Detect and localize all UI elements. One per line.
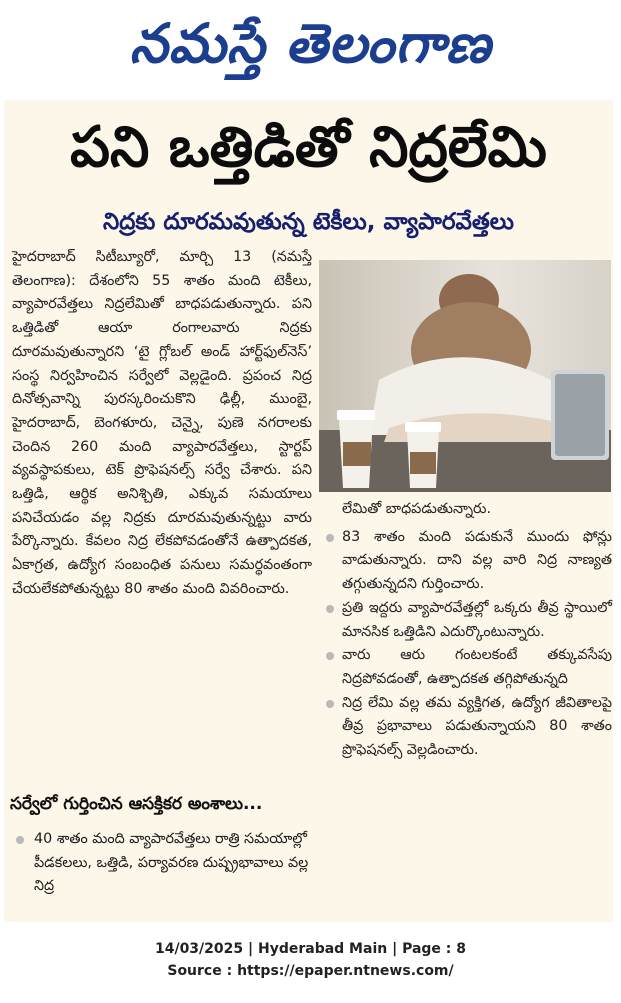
bullet-text: 40 శాతం మంది వ్యాపారవేత్తలు రాత్రి సమయాల్లో పీడకలలు, ఒత్తిడి, పర్యావరణ దుష్ప్రభావాలు వల్ల నిద్ర: [34, 831, 309, 895]
bullet-icon: [16, 836, 24, 844]
article-body-right: [322, 498, 612, 763]
footer-source: Source : https://epaper.ntnews.com/: [167, 963, 454, 979]
article-paragraph: హైదరాబాద్ సిటీబ్యూరో, మార్చి 13 (నమస్తే తెలంగాణ): దేశంలోని 55 శాతం మంది టెకీలు, వ్యాపారవేత్తలు నిద్రలేమితో బాధపడుతున్నారు. పని ఒత్తిడితో ఆయా రంగాలవారు నిద్రకు దూరమవుతున్నారని ‘టై గ్లోబల్ అండ్ హార్ట్‌ఫుల్‌నెస్’ సంస్థ నిర్వహించిన సర్వేలో వెల్లడైంది. ప్రపంచ నిద్ర దినోత్సవాన్ని పురస్కరించుకొని ఢిల్లీ, ముంబై, హైదరాబాద్, బెంగళూరు, చెన్నై, పుణె నగరాలకు చెందిన 260 మంది వ్యాపారవేత్తలు, స్టార్టప్ వ్యవస్థాపకులు, టెక్ ప్రొఫెషనల్స్ సర్వే చేశారు. పని ఒత్తిడి, ఆర్థిక అనిశ్చితి, ఎక్కువ సమయాలు పనిచేయడం వల్ల నిద్రకు దూరమవుతున్నట్టు వారు పేర్కొన్నారు. కేవలం నిద్ర లేకపోవడంతోనే ఉత్పాదకత, ఏకాగ్రత, ఉద్యోగ సంబంధిత పనులు సమర్థవంతంగా చేయలేకపోతున్నట్టు 80 శాతం మంది వివరించారు.: [12, 249, 312, 597]
continuation-text: లేమితో బాధపడుతున్నారు.: [342, 501, 491, 517]
bullet-icon: [326, 652, 334, 660]
bullet-item: [322, 644, 612, 691]
bullet-text: నిద్ర లేమి వల్ల తమ వ్యక్తిగత, ఉద్యోగ జీవితాలపై తీవ్ర ప్రభావాలు పడుతున్నాయని 80 శాతం ప్రొఫెషనల్స్ వెల్లడించారు.: [342, 694, 612, 759]
bullet-icon: [326, 534, 334, 542]
bullet-text: ప్రతి ఇద్దరు వ్యాపారవేత్తల్లో ఒక్కరు తీవ్ర స్థాయిలో మానసిక ఒత్తిడిని ఎదుర్కొంటున్నారు.: [342, 599, 612, 640]
newspaper-masthead: [0, 0, 621, 92]
headline: [4, 100, 613, 200]
bullet-text: వారు ఆరు గంటలకంటే తక్కువసేపు నిద్రపోవడంతో, ఉత్పాదకత తగ్గిపోతున్నది: [342, 647, 612, 687]
bullet-item: [322, 692, 612, 763]
bullet-icon: [326, 605, 334, 613]
bullet-item: [322, 526, 612, 597]
headline-text: పని ఒత్తిడితో నిద్రలేమి: [70, 115, 547, 180]
section-heading: సర్వేలో గుర్తించిన ఆసక్తికర అంశాలు...: [10, 794, 263, 814]
bullet-item: [322, 597, 612, 644]
footer-date-edition: 14/03/2025 | Hyderabad Main | Page : 8: [154, 941, 467, 957]
bullet-list-left: [12, 828, 310, 899]
subheadline: [4, 204, 613, 240]
bullet-item: [12, 828, 310, 899]
page-footer: [0, 938, 621, 982]
masthead-title: నమస్తే తెలంగాణ: [129, 11, 492, 75]
bullet-icon: [326, 700, 334, 708]
subheadline-text: నిద్రకు దూరమవుతున్న టెకీలు, వ్యాపారవేత్తలు: [103, 209, 514, 235]
article-body-left: [12, 246, 312, 602]
article-photo: [319, 260, 611, 492]
news-clipping: [4, 100, 613, 922]
bullet-text: 83 శాతం మంది పడుకునే ముందు ఫోన్లు వాడుతున్నారు. దాని వల్ల వారి నిద్ర నాణ్యత తగ్గుతున్నదని గుర్తించారు.: [342, 528, 612, 593]
